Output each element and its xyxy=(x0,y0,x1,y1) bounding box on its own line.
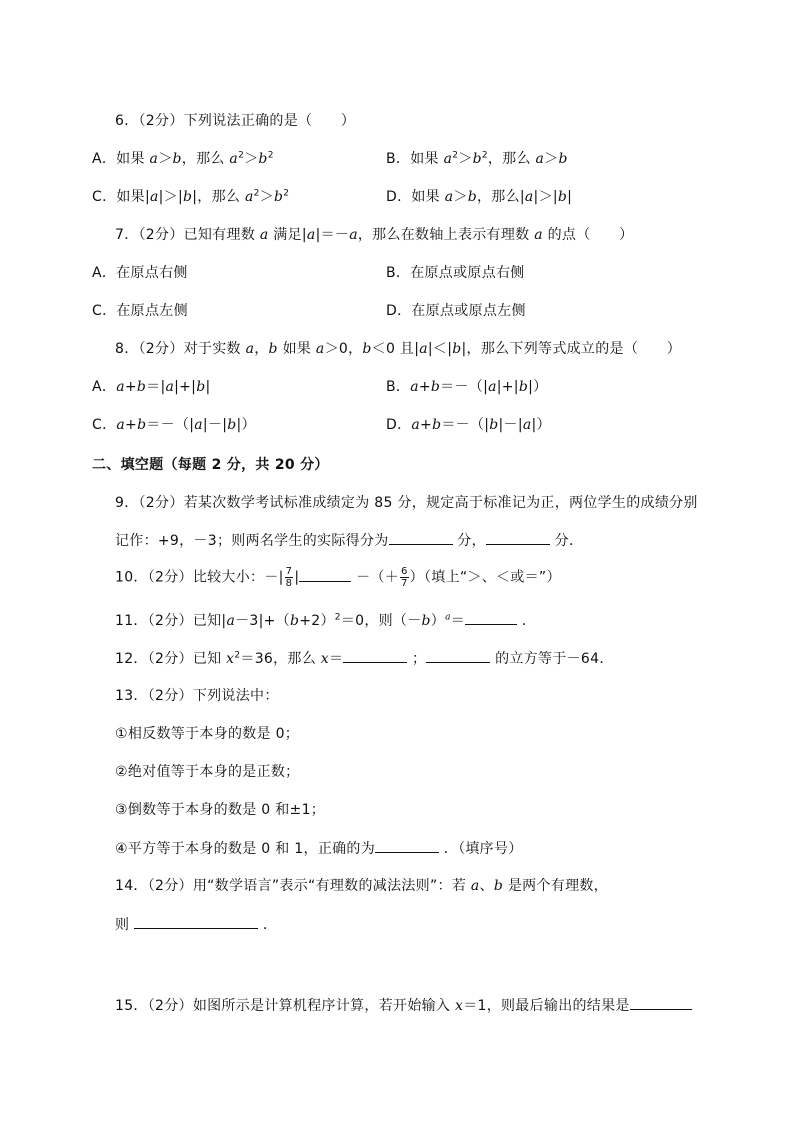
q8-option-a: A．a+b＝|a|+|b| xyxy=(92,379,211,395)
answer-blank[interactable] xyxy=(426,648,490,663)
q8-option-c: C．a+b＝－（|a|－|b|） xyxy=(92,417,256,433)
answer-blank[interactable] xyxy=(465,610,517,625)
q7-option-c: C．在原点左侧 xyxy=(92,303,188,319)
section-title: 二、填空题（每题 2 分，共 20 分） xyxy=(92,457,329,473)
q7-option-a: A．在原点右侧 xyxy=(92,265,188,281)
q14-line1: 14．（2分）用“数学语言”表示“有理数的减法法则”：若 a、b 是两个有理数， xyxy=(115,878,608,894)
q13-statement-4: ④平方等于本身的数是 0 和 1，正确的为 ．（填序号） xyxy=(115,838,523,859)
q9-line2: 记作：+9，－3；则两名学生的实际得分为 分， 分． xyxy=(115,530,583,551)
q6-option-c: C．如果|a|＞|b|，那么 $a^2>b^2$ xyxy=(92,188,290,205)
q11-line: 11．（2分）已知$|a-3|+(b+2)^2=0$，则$(-b)^a=$ ． xyxy=(115,610,536,631)
q13-statement-1: ①相反数等于本身的数是 0； xyxy=(115,726,300,742)
q13-statement-2: ②绝对值等于本身的是正数； xyxy=(115,764,300,780)
q8-option-b: B．a+b＝－（|a|+|b|） xyxy=(386,379,548,395)
fraction: $\frac{7}{8}$ xyxy=(285,566,293,589)
answer-blank[interactable] xyxy=(299,567,351,582)
answer-blank[interactable] xyxy=(486,530,550,545)
answer-blank[interactable] xyxy=(134,914,258,929)
answer-blank[interactable] xyxy=(389,530,453,545)
answer-blank[interactable] xyxy=(343,648,407,663)
q15-line: 15．（2分）如图所示是计算机程序计算，若开始输入 x＝1，则最后输出的结果是 xyxy=(115,995,692,1016)
q14-line2: 则 ． xyxy=(115,914,277,935)
q13-statement-3: ③倒数等于本身的数是 0 和±1； xyxy=(115,802,326,818)
fraction: $\frac{6}{7}$ xyxy=(401,566,408,589)
q6-stem: 6．（2分）下列说法正确的是（ ） xyxy=(115,113,356,129)
q10-line: 10．（2分）比较大小：－| $\frac{7}{8}$ | －（＋ $\frac{6}{7}$ ）（填上“＞、＜或＝”） xyxy=(115,566,561,589)
q12-line: 12．（2分）已知 $x^2=36$，那么 x＝ ； 的立方等于－64． xyxy=(115,648,614,669)
answer-blank[interactable] xyxy=(375,838,439,853)
q6-option-d: D．如果 a＞b，那么|a|＞|b| xyxy=(386,189,573,205)
q8-option-d: D．a+b＝－（|b|－|a|） xyxy=(386,417,551,433)
q9-line1: 9．（2分）若某次数学考试标准成绩定为 85 分，规定高于标准记为正，两位学生的成绩分别 xyxy=(115,495,698,511)
answer-blank[interactable] xyxy=(630,995,692,1010)
q6-option-a: A．如果 a＞b，那么 $a^2>b^2$ xyxy=(92,150,274,167)
q13-stem: 13．（2分）下列说法中： xyxy=(115,688,279,704)
q7-option-d: D．在原点或原点左侧 xyxy=(386,303,526,319)
q6-option-b: B．如果 $a^2>b^2$，那么 a＞b xyxy=(386,150,568,167)
q7-stem: 7．（2分）已知有理数 a 满足|a|＝－a，那么在数轴上表示有理数 a 的点（ ） xyxy=(115,227,634,243)
q8-stem: 8．（2分）对于实数 a，b 如果 a＞0，b＜0 且|a|＜|b|，那么下列等式成立的是（ ） xyxy=(115,341,682,357)
q7-option-b: B．在原点或原点右侧 xyxy=(386,265,525,281)
